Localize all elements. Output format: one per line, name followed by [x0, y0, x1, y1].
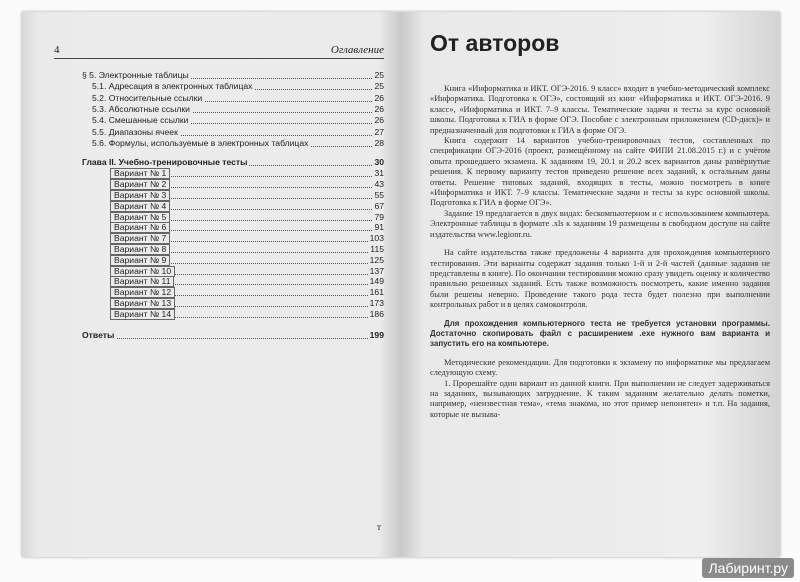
leader-dots: [82, 330, 384, 339]
toc-label: 5.3. Абсолютные ссылки: [92, 103, 190, 114]
toc-page: 103: [369, 233, 384, 244]
toc-page: 137: [369, 265, 384, 276]
toc-entry: [82, 330, 384, 341]
toc-entry: [110, 222, 384, 233]
paragraph: Книга содержит 14 вариантов учебно-тренировочных тестов, составленных по спецификации ОГЭ-2016 (проект, размещённому на сайте ФИПИ 21.08.2015 г.) и с учётом опыта прошедшего экзамена. К заданиям 19, 20.1 и 20.2 всех вариантов даны развёрнутые решения. К первому варианту тестов приведено решение всех заданий, к остальным даны ответы. Решение типовых заданий, входящих в тесты, можно посмотреть в книге «Информатика и ИКТ. 7–9 классы. Тематические задачи и тесты за курс основной школы. Подготовка к ГИА в форме ОГЭ».: [430, 136, 770, 208]
toc-page: 30: [374, 157, 384, 168]
page-number: 4: [54, 44, 60, 56]
toc-label: Вариант № 3: [110, 190, 170, 201]
toc-entry: [110, 255, 384, 266]
toc-entry: [110, 179, 384, 190]
toc-label: Вариант № 12: [110, 287, 175, 298]
body-text: [430, 84, 770, 420]
toc-entry: [92, 127, 384, 138]
toc-label: § 5. Электронные таблицы: [82, 70, 189, 80]
toc-page: 43: [374, 179, 384, 190]
toc-entry: [110, 212, 384, 223]
toc-label: 5.4. Смешанные ссылки: [92, 115, 189, 126]
paragraph: Книга «Информатика и ИКТ. ОГЭ-2016. 9 класс» входит в учебно-методический комплекс «Информатика. Подготовка к ОГЭ», состоящий из книг «Информатика и ИКТ. ОГЭ-2016. 9 класс», «Информатика и ИКТ. 7–9 классы. Тематические задачи и тесты за курс основной школы. Подготовка к ГИА в форме ОГЭ. Пособие с электронным приложением (CD-диск)» и предназначенный для подготовки к ГИА в форме ОГЭ.: [430, 84, 770, 135]
toc-label: 5.1. Адресация в электронных таблицах: [92, 81, 253, 92]
left-page: [22, 12, 392, 557]
paragraph: Задание 19 предлагается в двух видах: бескомпьютерном и с использованием компьютера. Электронные таблицы в формате .xls к заданиям 19 размещены в свободном доступе на сайте издательства www.legionr.ru.: [430, 208, 770, 239]
toc-label: Вариант № 5: [110, 212, 170, 223]
toc-entry: [110, 309, 384, 320]
toc-page: 25: [374, 70, 384, 80]
paragraph-bold: Для прохождения компьютерного теста не требуется установки программы. Достаточно скопировать файл с расширением .exe нужного вам варианта и запустить его на компьютере.: [430, 318, 770, 349]
toc-page: 125: [369, 254, 384, 265]
toc-entry: [110, 233, 384, 244]
footer-mark: т: [377, 522, 381, 532]
toc-page: 26: [374, 92, 384, 103]
toc-page: 186: [369, 308, 384, 319]
toc-entry: [92, 104, 384, 115]
toc-entry: [110, 266, 384, 277]
toc-label: 5.2. Относительные ссылки: [92, 92, 203, 103]
toc-entry: [92, 138, 384, 149]
toc-page: 28: [374, 137, 384, 148]
paragraph: 1. Прорешайте один вариант из данной книги. При выполнении не следует задерживаться на заданиях, вызывающих затруднение. К таким заданиям желательно делать пометки, например, «неизвестная тема», «тема знакома, но этот пример непонятен» и т.п. На задания, которые не вызыва-: [430, 378, 770, 419]
toc-page: 79: [374, 211, 384, 222]
toc-label: Вариант № 4: [110, 201, 170, 212]
toc-page: 115: [370, 244, 384, 254]
watermark-logo: Лабиринт.ру: [702, 558, 794, 578]
toc-page: 161: [369, 287, 384, 298]
toc-page: 26: [374, 115, 384, 126]
toc-label: Глава II. Учебно-тренировочные тесты: [82, 157, 248, 168]
toc-entry: [110, 201, 384, 212]
paragraph-bold: На сайте издательства также предложены 4 варианта для прохождения компьютерного тестирования. Эти варианты содержат задания только 1-й и 2-й частей (данные задания не представлены в книге). По окончании тестирования можно сразу увидеть оценку и количество правильно решенных заданий. Есть также возможность посмотреть, какие именно задания были решены неверно. Проведение такого рода теста будет полезно при выполнении контрольных работ и в целях самоконтроля.: [430, 248, 770, 310]
toc-entry: [110, 168, 384, 179]
toc-label: 5.6. Формулы, используемые в электронных таблицах: [92, 137, 309, 148]
toc-entry: [110, 276, 384, 287]
toc-entry: [92, 115, 384, 126]
toc-label: Вариант № 2: [110, 179, 170, 190]
toc-label: Вариант № 14: [110, 309, 175, 320]
toc-page: 31: [374, 168, 384, 179]
toc-page: 67: [374, 200, 384, 211]
toc-page: 149: [369, 276, 384, 287]
page-title: От авторов: [430, 30, 560, 56]
toc-entry: [92, 93, 384, 104]
toc-entry: [82, 157, 384, 168]
toc-page: 91: [374, 222, 384, 233]
toc-page: 55: [374, 190, 384, 200]
toc-page: 173: [369, 298, 384, 308]
running-head: [54, 44, 384, 59]
toc-label: 5.5. Диапазоны ячеек: [92, 126, 178, 137]
toc-page: 199: [369, 329, 384, 340]
toc-entry: [110, 244, 384, 255]
toc-entry: [82, 70, 384, 81]
toc-label: Вариант № 6: [110, 222, 170, 233]
toc-label: Вариант № 1: [110, 168, 170, 179]
toc-label: Вариант № 10: [110, 266, 175, 277]
right-page: [404, 12, 780, 557]
toc-label: Вариант № 7: [110, 233, 170, 244]
toc-page: 25: [374, 81, 384, 92]
toc-entry: [110, 190, 384, 201]
toc-label: Вариант № 9: [110, 255, 170, 266]
toc-entry: [92, 81, 384, 92]
toc-entry: [110, 287, 384, 298]
book-spread: [22, 12, 780, 557]
toc-label: Вариант № 13: [110, 298, 175, 309]
toc-page: 27: [374, 126, 384, 137]
toc-label: Вариант № 8: [110, 244, 170, 255]
toc-label: Вариант № 11: [110, 276, 174, 287]
paragraph: Методические рекомендации. Для подготовки к экзамену по информатике мы предлагаем следующую схему.: [430, 357, 770, 378]
toc-label: Ответы: [82, 329, 115, 340]
toc-page: 26: [374, 103, 384, 114]
running-head-title: Оглавление: [330, 44, 384, 56]
toc-entry: [110, 298, 384, 309]
